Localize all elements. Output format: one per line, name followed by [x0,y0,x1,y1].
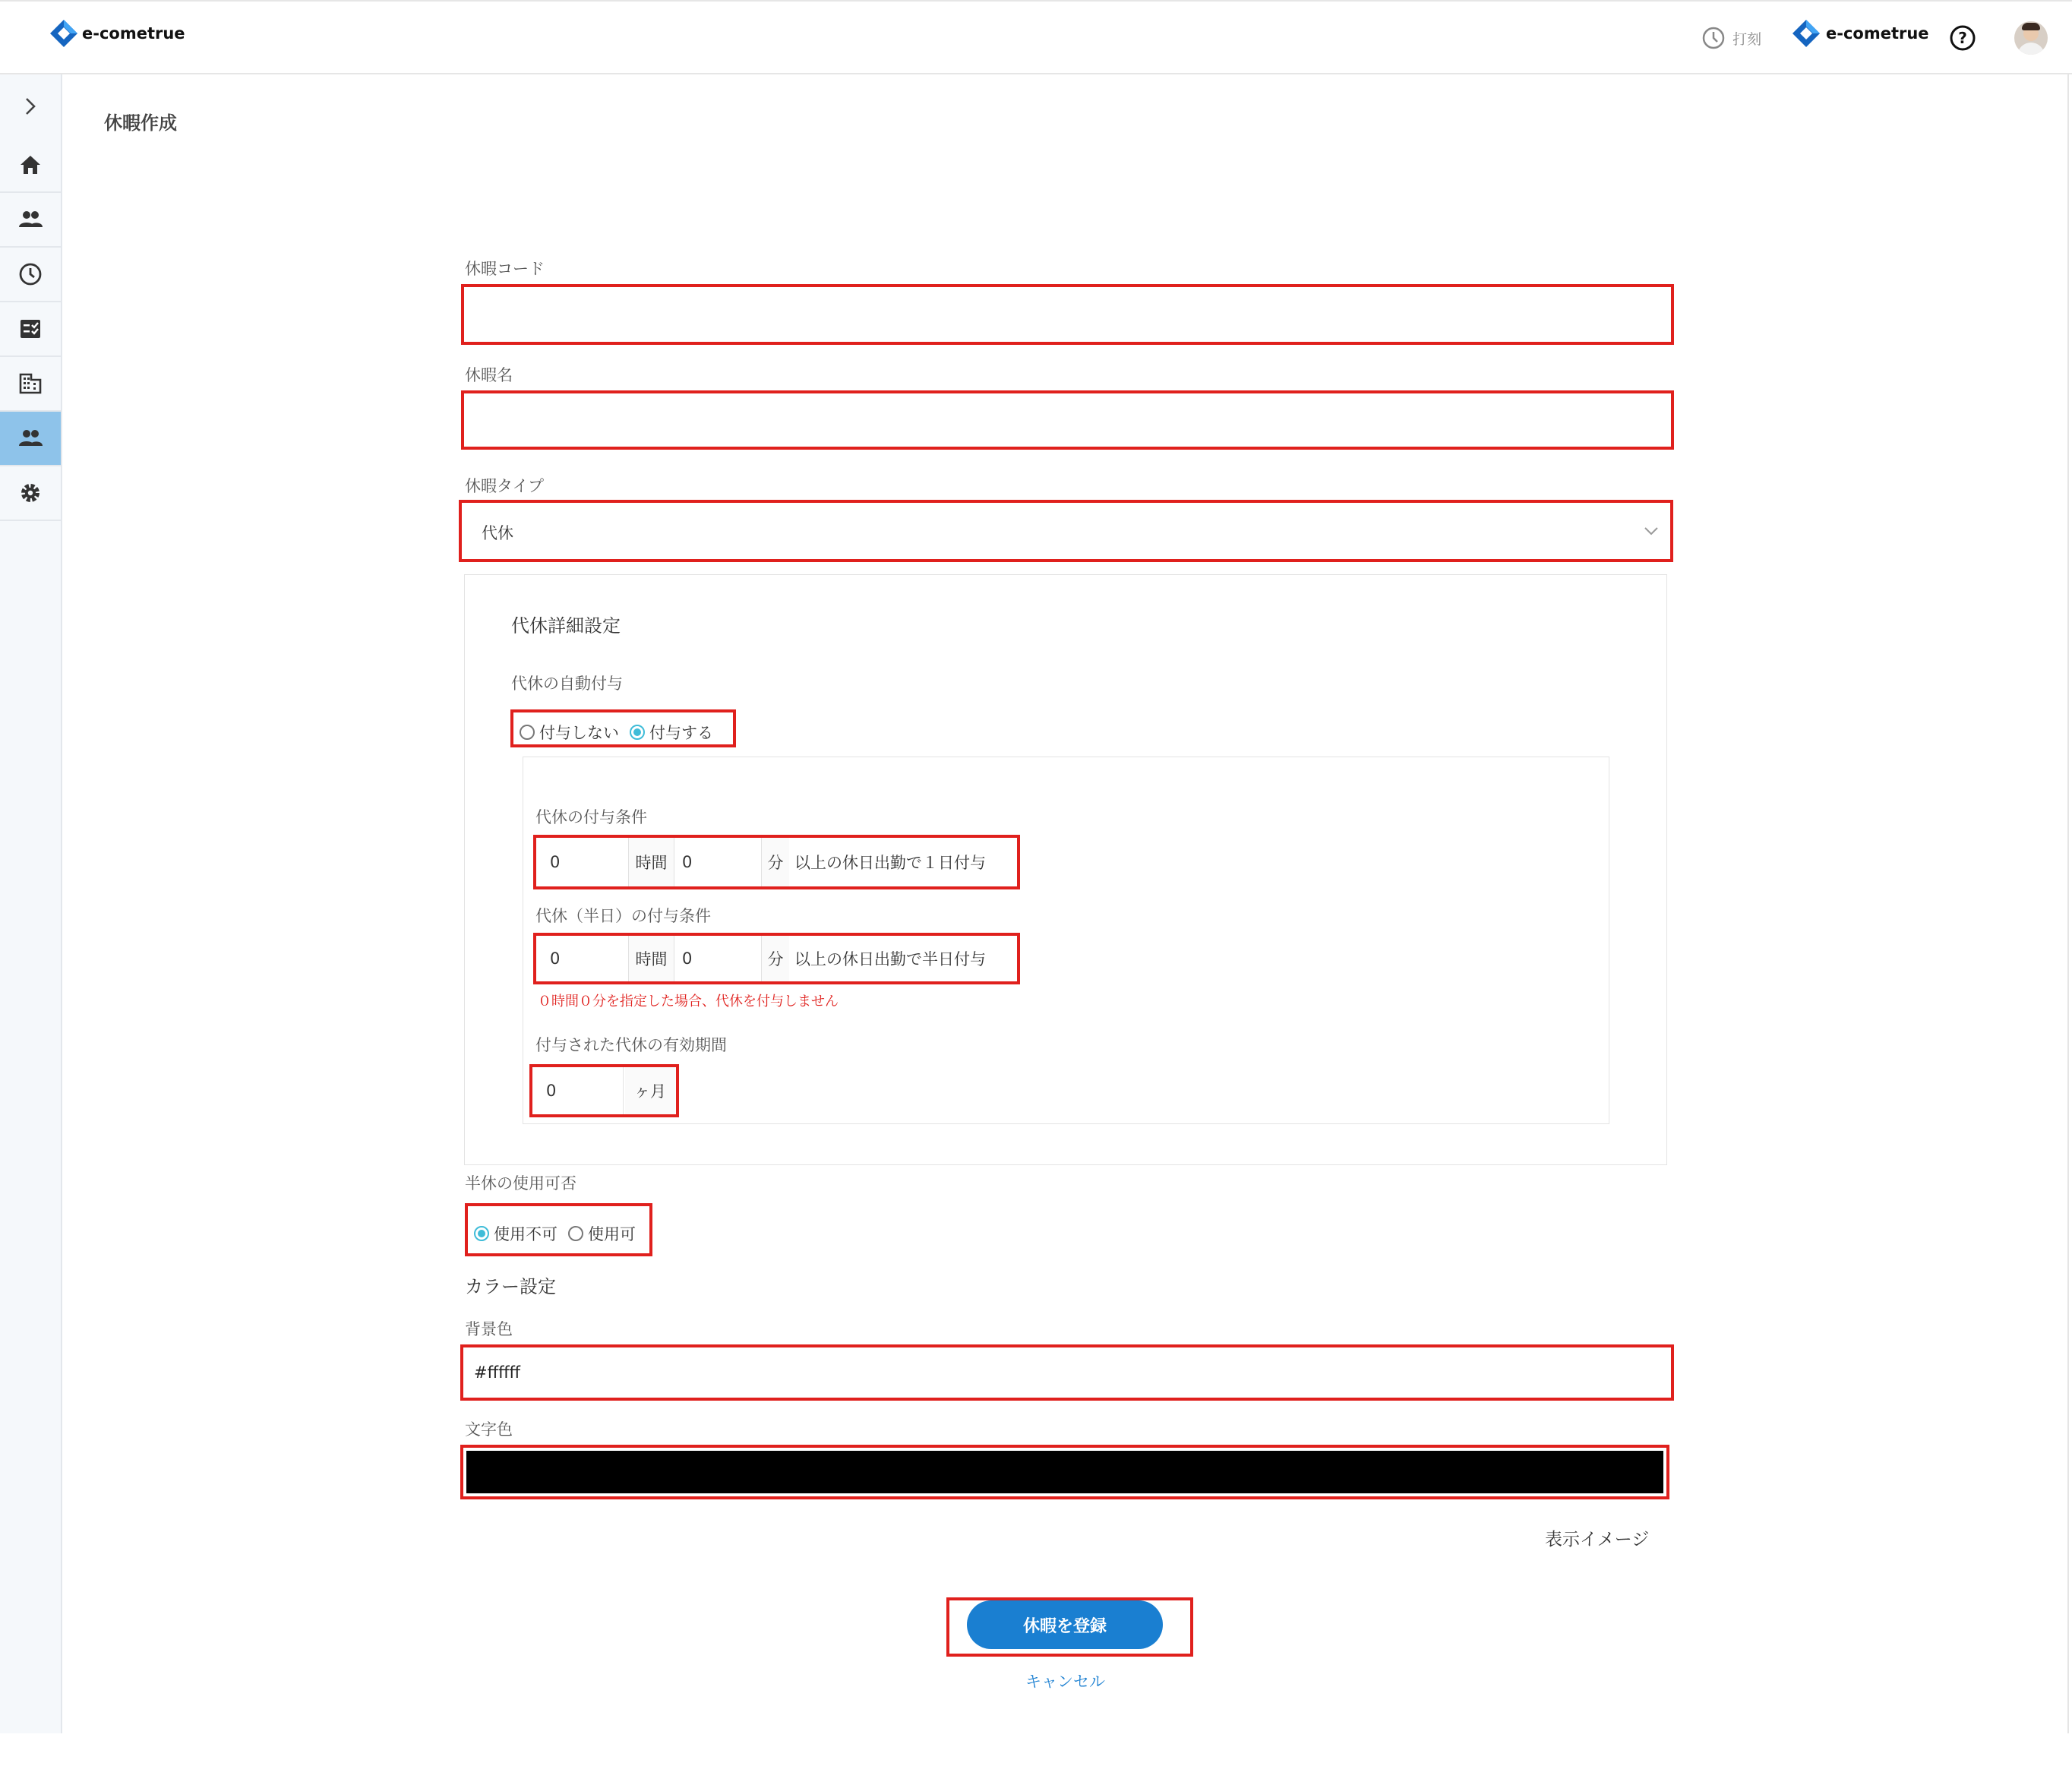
sidebar-item-settings[interactable] [0,466,61,521]
svg-text:?: ? [1958,29,1967,47]
sidebar-item-leave-settings[interactable] [0,412,61,466]
preview-label: 表示イメージ [1545,1530,1650,1550]
bg-color-highlight [460,1344,1674,1401]
clock-icon [17,261,44,288]
sidebar-item-attendance[interactable] [0,248,61,302]
half-day-hours-unit: 時間 [629,936,674,981]
full-day-hours-value: 0 [550,853,561,871]
avatar[interactable] [2014,21,2048,55]
help-icon [1949,24,1976,52]
color-section-title: カラー設定 [465,1276,556,1297]
full-day-minutes-input[interactable] [674,838,762,886]
sidebar-item-approvals[interactable] [0,302,61,357]
checklist-icon [17,315,44,343]
leave-code-input[interactable] [467,290,1668,339]
half-day-minutes-input[interactable] [674,936,762,981]
auto-grant-radio-group [510,709,736,747]
full-day-condition-label: 代休の付与条件 [535,808,647,826]
half-day-hours-input[interactable] [544,936,629,981]
app-logo[interactable] [49,18,79,52]
half-day-minutes-value: 0 [682,949,693,968]
page-title: 休暇作成 [104,112,177,134]
register-leave-button[interactable]: 休暇を登録 [967,1600,1163,1649]
leave-code-highlight [461,284,1674,345]
radio-half-leave-enabled-label: 使用可 [588,1225,636,1243]
text-color-highlight [460,1445,1669,1499]
full-day-hours-input[interactable] [544,838,629,886]
radio-no-grant-label: 付与しない [539,724,619,742]
sidebar [0,74,62,1168]
help-button[interactable] [1949,24,1976,55]
logo-diamond-icon [1791,18,1821,49]
leave-name-highlight [461,390,1674,450]
leave-type-highlight [459,500,1673,562]
full-day-minutes-value: 0 [682,853,693,871]
full-day-condition-highlight [533,835,1020,889]
half-day-condition-highlight [533,933,1020,984]
half-day-condition-label: 代休（半日）の付与条件 [535,907,711,925]
text-color-label: 文字色 [465,1420,513,1439]
leave-code-label: 休暇コード [465,260,545,278]
half-day-condition-suffix: 以上の休日出勤で半日付与 [794,950,986,968]
punch-label: 打刻 [1732,30,1762,48]
company-logo-text: e-cometrue [1826,24,1929,43]
radio-half-leave-enabled[interactable] [568,1226,583,1241]
content-right-border [2067,74,2069,1733]
text-color-swatch[interactable] [466,1451,1663,1493]
punch-button[interactable] [1701,26,1761,50]
validity-months-input[interactable] [542,1067,624,1114]
radio-grant[interactable] [630,725,645,740]
bg-color-label: 背景色 [465,1320,513,1338]
leave-type-selected-value: 代休 [482,524,513,542]
leave-name-label: 休暇名 [465,366,513,384]
people-icon [17,206,44,233]
bg-color-input[interactable] [466,1351,1668,1395]
validity-highlight [529,1064,679,1117]
full-day-condition-suffix: 以上の休日出勤で１日付与 [794,854,986,872]
app-logo-text: e-cometrue [82,24,185,43]
gear-icon [17,479,44,507]
sidebar-item-organization[interactable] [0,357,61,412]
validity-months-value: 0 [546,1082,557,1100]
cancel-link[interactable]: キャンセル [1025,1673,1105,1691]
half-leave-radio-group [465,1203,652,1256]
validity-months-unit: ヶ月 [625,1067,675,1114]
top-bar [0,0,2072,74]
half-leave-label: 半休の使用可否 [465,1174,576,1193]
half-day-hours-value: 0 [550,949,561,968]
chevron-down-icon [1644,526,1659,536]
company-logo[interactable] [1791,18,1821,52]
full-day-hours-unit: 時間 [629,838,674,886]
leave-type-select[interactable] [465,506,1667,556]
auto-grant-label: 代休の自動付与 [511,675,623,693]
validity-label: 付与された代休の有効期間 [535,1036,727,1054]
sidebar-item-members[interactable] [0,193,61,248]
clock-icon [1701,26,1726,50]
radio-grant-label: 付与する [649,724,713,742]
zero-time-warning: ０時間０分を指定した場合、代休を付与しません [538,994,839,1009]
radio-no-grant[interactable] [520,725,535,740]
chevron-right-icon [17,93,44,120]
people-icon [17,425,44,452]
leave-type-label: 休暇タイプ [465,477,544,495]
sidebar-lower [0,1168,62,1733]
detail-section-title: 代休詳細設定 [511,615,621,637]
radio-half-leave-disabled-label: 使用不可 [494,1225,557,1243]
sidebar-expand-button[interactable] [0,74,61,138]
logo-diamond-icon [49,18,79,49]
full-day-minutes-unit: 分 [762,838,789,886]
radio-half-leave-disabled[interactable] [474,1226,489,1241]
half-day-minutes-unit: 分 [762,936,789,981]
sidebar-item-home[interactable] [0,138,61,193]
building-icon [17,370,44,397]
home-icon [17,151,44,178]
leave-name-input[interactable] [467,396,1668,444]
